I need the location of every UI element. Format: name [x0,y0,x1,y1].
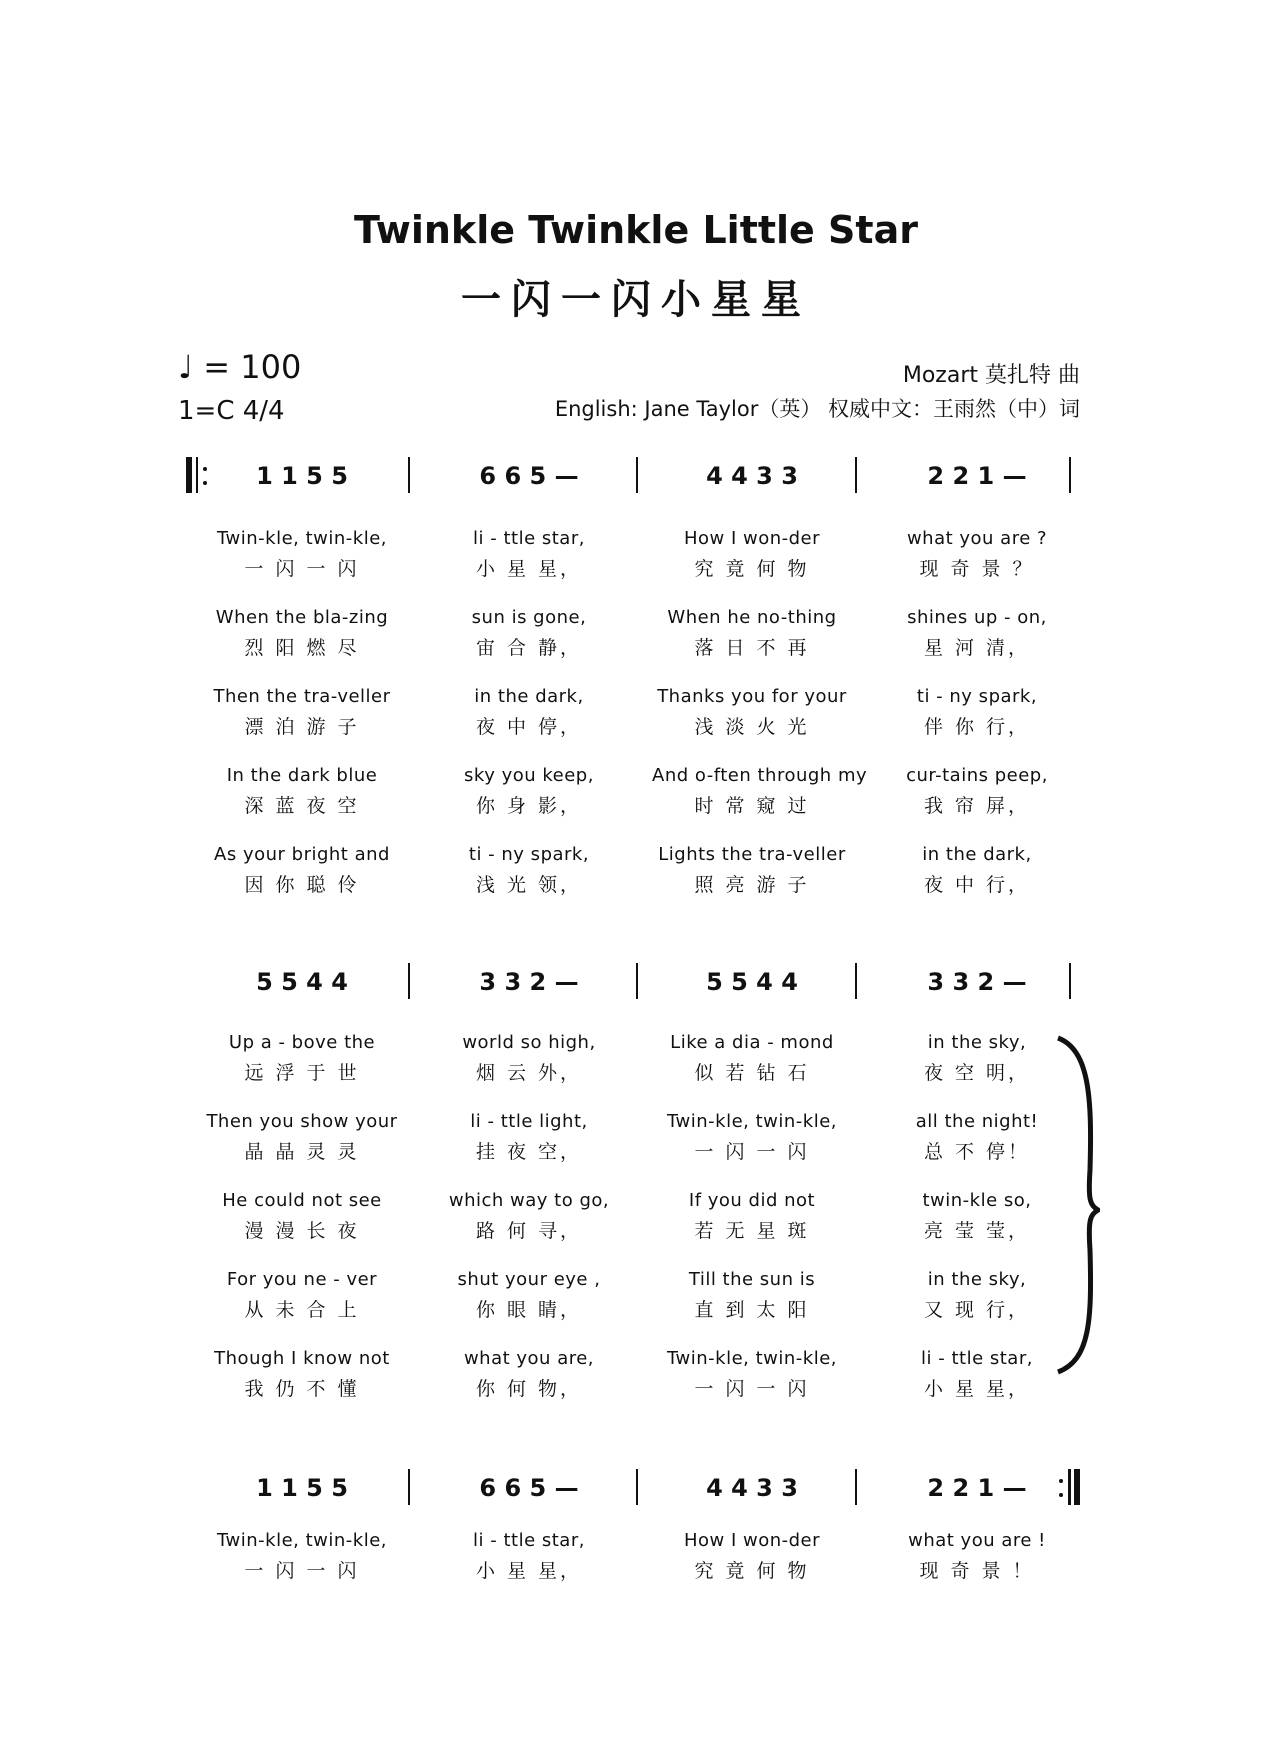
lyric-chinese: 小 星 星， [475,558,583,580]
lyric-chinese: 深 蓝 夜 空 [244,795,360,817]
lyric-english: what you are, [463,1348,595,1369]
lyric-chinese: 直 到 太 阳 [694,1299,810,1321]
key-and-meter: 1=C 4/4 [178,396,285,426]
lyric-chinese: 又 现 行， [923,1299,1031,1321]
lyric-chinese: 似 若 钻 石 [694,1062,810,1084]
lyric-english: in the dark, [474,686,584,707]
repeat-dot [1059,1479,1063,1483]
lyric-chinese: 漫 漫 长 夜 [244,1220,360,1242]
measure-notes: 2 2 1 — [927,1474,1027,1502]
lyric-chinese: 从 未 合 上 [244,1299,360,1321]
lyric-english: sky you keep, [464,765,594,786]
lyric-chinese: 究 竟 何 物 [694,558,810,580]
title-english: Twinkle Twinkle Little Star [354,208,918,252]
bar-line [855,457,857,493]
lyric-english: Twin-kle, twin-kle, [217,1530,387,1551]
measure-notes: 4 4 3 3 [706,1474,798,1502]
lyric-english: twin-kle so, [922,1190,1032,1211]
measure-notes: 3 3 2 — [479,968,579,996]
lyric-chinese: 伴 你 行， [923,716,1031,738]
measure-notes: 4 4 3 3 [706,462,798,490]
lyric-english: In the dark blue [226,765,378,786]
lyric-english: If you did not [688,1190,816,1211]
repeat-end-thick [1074,1469,1080,1505]
lyric-chinese: 你 何 物， [475,1378,583,1400]
measure-notes: 1 1 5 5 [256,462,348,490]
lyric-english: Lights the tra-veller [658,844,846,865]
repeat-dot [203,481,207,485]
measure-notes: 5 5 4 4 [706,968,798,996]
lyric-english: what you are ! [908,1530,1046,1551]
lyric-english: ti - ny spark, [916,686,1038,707]
lyric-english: world so high, [462,1032,596,1053]
bar-line [855,1469,857,1505]
lyric-english: He could not see [222,1190,382,1211]
lyric-english: what you are ? [906,528,1048,549]
repeat-end-thin [1068,1469,1070,1505]
lyric-english: When the bla-zing [215,607,389,628]
lyric-chinese: 星 河 清， [923,637,1031,659]
lyric-english: cur-tains peep, [906,765,1048,786]
lyric-chinese: 你 身 影， [475,795,583,817]
lyric-chinese: 因 你 聪 伶 [244,874,360,896]
lyric-english: Then the tra-veller [213,686,391,707]
lyric-chinese: 路 何 寻， [475,1220,583,1242]
lyric-english: which way to go, [448,1190,610,1211]
lyric-chinese: 夜 空 明， [923,1062,1031,1084]
bar-line [408,1469,410,1505]
repeat-brace-icon [1050,1030,1100,1380]
lyric-chinese: 宙 合 静， [475,637,583,659]
lyric-english: li - ttle star, [921,1348,1033,1369]
lyric-chinese: 小 星 星， [475,1560,583,1582]
lyric-english: Till the sun is [688,1269,816,1290]
lyric-chinese: 亮 莹 莹， [923,1220,1031,1242]
bar-line [408,457,410,493]
lyric-english: How I won-der [683,1530,821,1551]
lyric-chinese: 若 无 星 斑 [694,1220,810,1242]
composer-credit: Mozart 莫扎特 曲 [902,363,1080,388]
lyric-chinese: 落 日 不 再 [694,637,810,659]
title-chinese: 一闪一闪小星星 [461,277,811,323]
bar-line [1069,457,1071,493]
lyric-english: li - ttle star, [473,1530,585,1551]
lyricist-credit: English: Jane Taylor（英） 权威中文：王雨然（中）词 [554,397,1080,421]
repeat-start-thick [186,457,192,493]
bar-line [1069,963,1071,999]
lyric-english: When he no-thing [667,607,837,628]
lyric-chinese: 一 闪 一 闪 [244,1560,360,1582]
lyric-english: Then you show your [206,1111,398,1132]
measure-notes: 2 2 1 — [927,462,1027,490]
lyric-chinese: 浅 光 领， [475,874,583,896]
lyric-chinese: 一 闪 一 闪 [694,1141,810,1163]
lyric-chinese: 总 不 停！ [923,1141,1031,1163]
lyric-chinese: 小 星 星， [923,1378,1031,1400]
lyric-english: in the sky, [927,1032,1027,1053]
lyric-english: Twin-kle, twin-kle, [217,528,387,549]
lyric-chinese: 晶 晶 灵 灵 [244,1141,360,1163]
lyric-english: As your bright and [214,844,390,865]
lyric-chinese: 漂 泊 游 子 [244,716,360,738]
lyric-chinese: 你 眼 睛， [475,1299,583,1321]
lyric-english: shut your eye , [457,1269,601,1290]
lyric-chinese: 烈 阳 燃 尽 [244,637,360,659]
lyric-chinese: 一 闪 一 闪 [694,1378,810,1400]
lyric-chinese: 我 帘 屏， [923,795,1031,817]
repeat-start-thin [196,457,198,493]
lyric-chinese: 我 仍 不 懂 [244,1378,360,1400]
lyric-english: How I won-der [683,528,821,549]
lyric-english: ti - ny spark, [468,844,590,865]
lyric-english: in the sky, [927,1269,1027,1290]
tempo-marking: ♩ = 100 [178,348,302,386]
lyric-chinese: 现 奇 景 ？ [919,558,1035,580]
measure-notes: 5 5 4 4 [256,968,348,996]
lyric-chinese: 夜 中 停， [475,716,583,738]
lyric-english: For you ne - ver [226,1269,378,1290]
lyric-english: li - ttle light, [470,1111,588,1132]
lyric-chinese: 远 浮 于 世 [244,1062,360,1084]
lyric-chinese: 现 奇 景 ！ [919,1560,1035,1582]
lyric-chinese: 究 竟 何 物 [694,1560,810,1582]
measure-notes: 6 6 5 — [479,1474,579,1502]
lyric-english: Up a - bove the [228,1032,376,1053]
repeat-dot [203,467,207,471]
measure-notes: 3 3 2 — [927,968,1027,996]
lyric-chinese: 照 亮 游 子 [694,874,810,896]
measure-notes: 6 6 5 — [479,462,579,490]
lyric-chinese: 一 闪 一 闪 [244,558,360,580]
lyric-chinese: 烟 云 外， [475,1062,583,1084]
lyric-english: shines up - on, [907,607,1047,628]
lyric-english: all the night! [915,1111,1039,1132]
lyric-english: Twin-kle, twin-kle, [667,1111,837,1132]
lyric-english: Though I know not [214,1348,390,1369]
lyric-chinese: 浅 淡 火 光 [694,716,810,738]
bar-line [408,963,410,999]
lyric-english: Like a dia - mond [670,1032,834,1053]
lyric-english: Twin-kle, twin-kle, [667,1348,837,1369]
bar-line [636,457,638,493]
lyric-english: Thanks you for your [657,686,847,707]
lyric-english: in the dark, [922,844,1032,865]
bar-line [636,963,638,999]
repeat-dot [1059,1493,1063,1497]
lyric-chinese: 夜 中 行， [923,874,1031,896]
lyric-chinese: 挂 夜 空， [475,1141,583,1163]
lyric-english: And o-ften through my [652,765,868,786]
bar-line [636,1469,638,1505]
lyric-chinese: 时 常 窥 过 [694,795,810,817]
lyric-english: sun is gone, [471,607,587,628]
lyric-english: li - ttle star, [473,528,585,549]
measure-notes: 1 1 5 5 [256,1474,348,1502]
bar-line [855,963,857,999]
